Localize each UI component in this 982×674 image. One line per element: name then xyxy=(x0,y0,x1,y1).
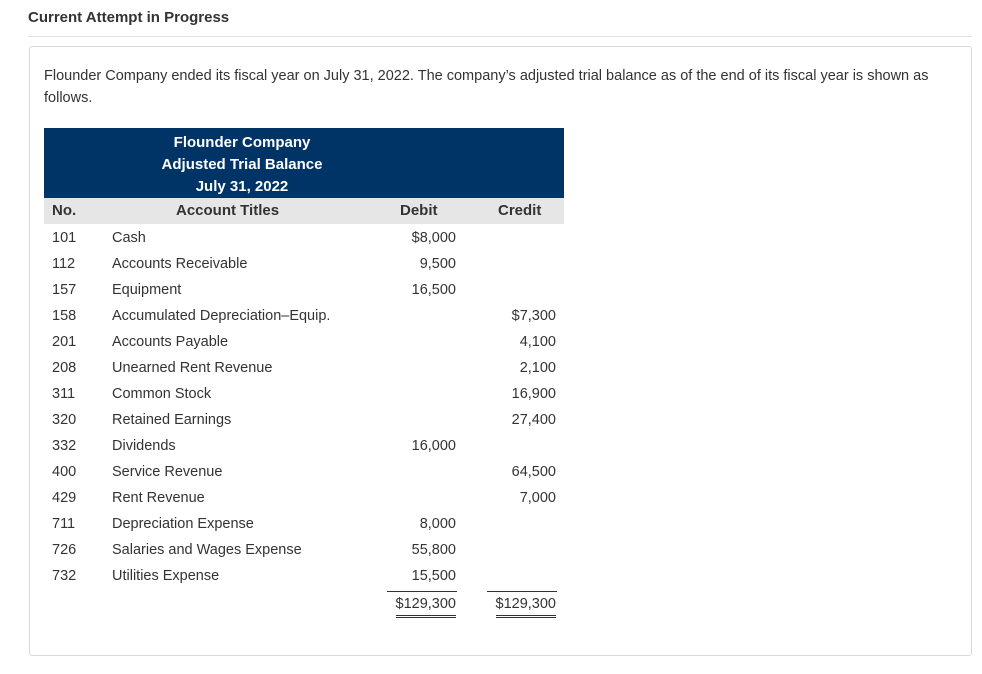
table-row xyxy=(44,384,564,410)
account-number: 332 xyxy=(52,438,77,454)
column-headers xyxy=(44,198,564,224)
total-debit: $129,300 xyxy=(396,594,456,618)
account-number: 429 xyxy=(52,490,77,506)
question-box xyxy=(29,46,972,656)
debit-amount: 16,000 xyxy=(411,438,456,454)
account-number: 112 xyxy=(52,256,76,272)
credit-amount: $7,300 xyxy=(511,308,556,324)
account-number: 101 xyxy=(52,230,77,246)
table-row xyxy=(44,228,564,254)
totals-row xyxy=(44,594,564,620)
table-row xyxy=(44,410,564,436)
table-row xyxy=(44,488,564,514)
credit-amount: 4,100 xyxy=(519,334,556,350)
table-row xyxy=(44,462,564,488)
account-number: 311 xyxy=(52,386,76,402)
statement-date: July 31, 2022 xyxy=(195,178,289,195)
table-row xyxy=(44,436,564,462)
table-row xyxy=(44,566,564,592)
account-number: 208 xyxy=(52,360,77,376)
col-credit-header: Credit xyxy=(498,202,542,219)
attempt-title: Current Attempt in Progress xyxy=(28,9,230,26)
table-row xyxy=(44,332,564,358)
col-title-header: Account Titles xyxy=(176,202,280,219)
debit-total-rule xyxy=(387,591,457,592)
account-number: 320 xyxy=(52,412,77,428)
credit-amount: 16,900 xyxy=(511,386,556,402)
account-title: Depreciation Expense xyxy=(112,516,254,532)
account-title: Dividends xyxy=(112,438,176,454)
table-row xyxy=(44,280,564,306)
account-title: Common Stock xyxy=(112,386,212,402)
account-number: 711 xyxy=(52,516,76,532)
table-row xyxy=(44,306,564,332)
account-title: Salaries and Wages Expense xyxy=(112,542,302,558)
credit-amount: 27,400 xyxy=(511,412,556,428)
credit-total-rule xyxy=(487,591,557,592)
statement-name: Adjusted Trial Balance xyxy=(161,156,323,173)
table-row xyxy=(44,358,564,384)
question-prompt: Flounder Company ended its fiscal year on July 31, 2022. The company’s adjusted trial balance as of the end of its fiscal year is shown as follows. xyxy=(44,68,929,106)
account-number: 732 xyxy=(52,568,77,584)
account-title: Equipment xyxy=(112,282,182,298)
account-number: 157 xyxy=(52,282,77,298)
debit-amount: $8,000 xyxy=(411,230,456,246)
table-row xyxy=(44,514,564,540)
table-row xyxy=(44,540,564,566)
account-title: Utilities Expense xyxy=(112,568,220,584)
company-name: Flounder Company xyxy=(173,134,311,151)
debit-amount: 9,500 xyxy=(419,256,456,272)
account-number: 726 xyxy=(52,542,77,558)
col-debit-header: Debit xyxy=(400,202,438,219)
credit-amount: 64,500 xyxy=(511,464,556,480)
account-title: Accounts Payable xyxy=(112,334,229,350)
debit-amount: 55,800 xyxy=(411,542,456,558)
account-number: 400 xyxy=(52,464,77,480)
credit-amount: 7,000 xyxy=(519,490,556,506)
debit-amount: 16,500 xyxy=(411,282,456,298)
total-credit: $129,300 xyxy=(496,594,556,618)
account-number: 201 xyxy=(52,334,77,350)
account-title: Unearned Rent Revenue xyxy=(112,360,273,376)
account-title: Accounts Receivable xyxy=(112,256,248,272)
credit-amount: 2,100 xyxy=(519,360,556,376)
account-title: Accumulated Depreciation–Equip. xyxy=(112,308,331,324)
account-title: Cash xyxy=(112,230,146,246)
account-title: Service Revenue xyxy=(112,464,223,480)
debit-amount: 15,500 xyxy=(411,568,456,584)
account-title: Retained Earnings xyxy=(112,412,232,428)
header-divider xyxy=(28,36,972,37)
col-no-header: No. xyxy=(52,202,77,219)
table-row xyxy=(44,254,564,280)
debit-amount: 8,000 xyxy=(419,516,456,532)
trial-balance-header xyxy=(44,128,564,198)
account-title: Rent Revenue xyxy=(112,490,205,506)
account-number: 158 xyxy=(52,308,77,324)
